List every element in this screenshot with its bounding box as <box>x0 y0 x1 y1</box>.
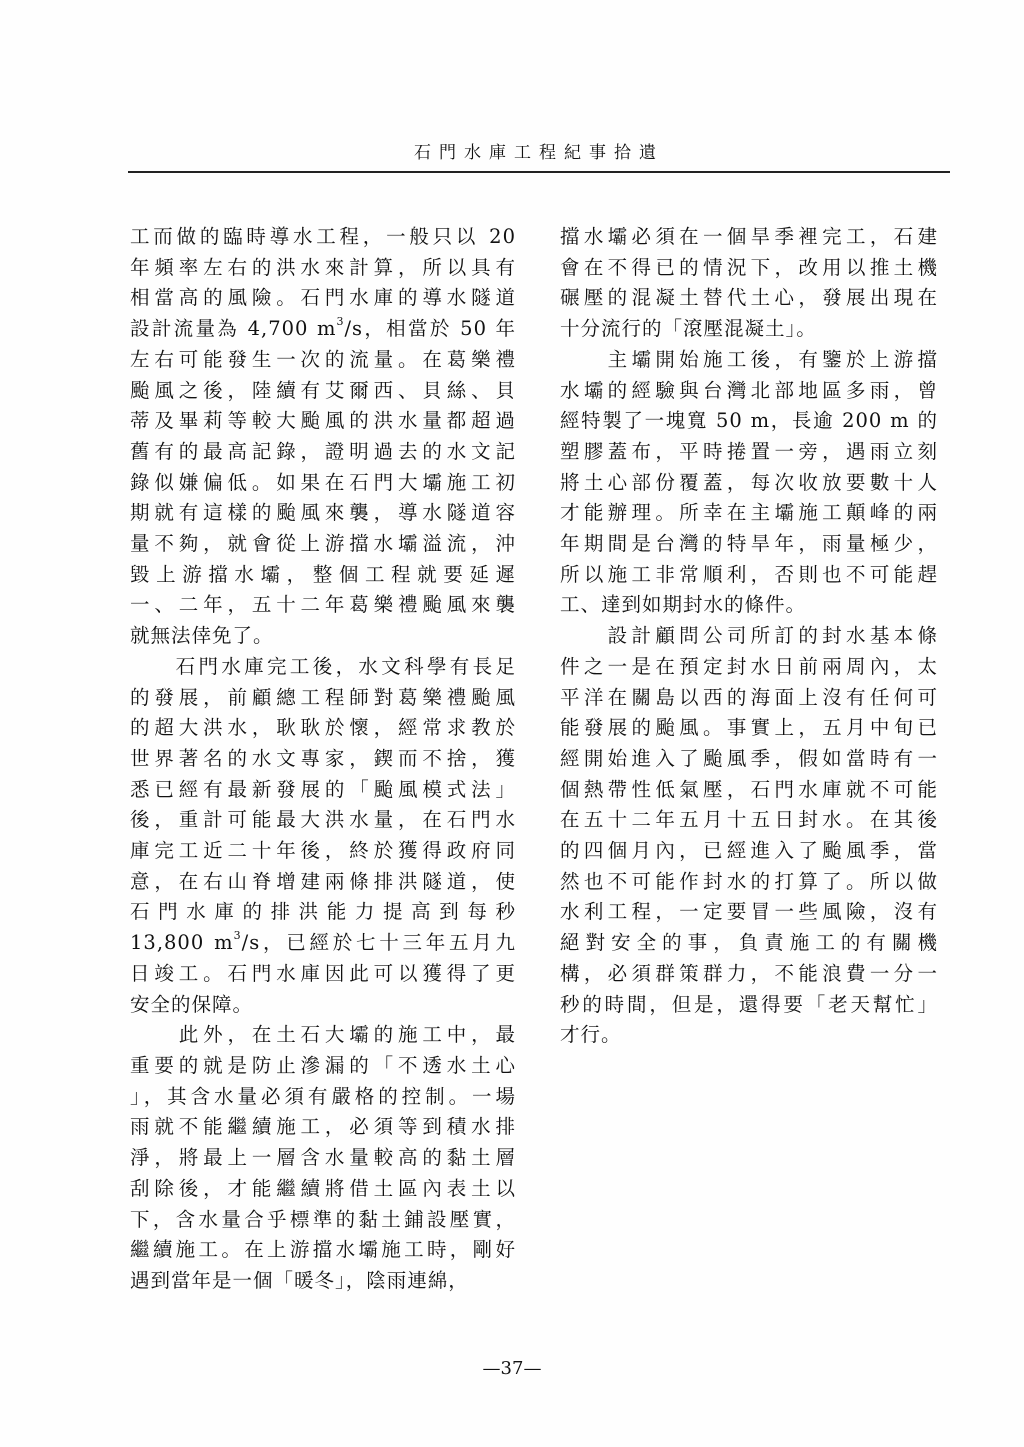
left-column-line: 颱風之後，陸續有艾爾西、貝絲、貝 <box>130 378 516 402</box>
left-column-line: 蒂及畢莉等較大颱風的洪水量都超過 <box>130 409 516 433</box>
left-column-line: 意，在右山脊增建兩條排洪隧道，使 <box>130 869 516 893</box>
right-column-line: 所以施工非常順利，否則也不可能趕 <box>560 562 938 586</box>
left-column-line: 設計流量為 4,700 $m^3/s$，相當於 50 年 <box>130 315 516 341</box>
left-column-line: 毀上游擋水壩，整個工程就要延遲 <box>130 562 516 586</box>
left-column-line: 一、二年，五十二年葛樂禮颱風來襲 <box>130 593 516 617</box>
left-column-line: 錄似嫌偏低。如果在石門大壩施工初 <box>130 470 516 494</box>
right-column-line: 個熱帶性低氣壓，石門水庫就不可能 <box>560 777 938 801</box>
left-column-line: 遇到當年是一個「暖冬」，陰雨連綿， <box>130 1268 469 1292</box>
left-column-line: 下，含水量合乎標準的黏土鋪設壓實， <box>130 1207 516 1231</box>
left-column-line: 年頻率左右的洪水來計算，所以具有 <box>130 255 516 279</box>
left-column-line: 左右可能發生一次的流量。在葛樂禮 <box>130 347 516 371</box>
left-text-column <box>130 222 516 1297</box>
left-column-line: 淨，將最上一層含水量較高的黏土層 <box>130 1146 516 1170</box>
right-column-line: 將土心部份覆蓋，每次收放要數十人 <box>560 470 938 494</box>
left-column-line: 日竣工。石門水庫因此可以獲得了更 <box>130 961 516 985</box>
right-column-line: 的四個月內，已經進入了颱風季，當 <box>560 839 938 863</box>
right-column-line: 才行。 <box>560 1023 622 1047</box>
right-text-column <box>560 222 938 1051</box>
left-column-line: 13,800 $m^3/s$，已經於七十三年五月九 <box>130 929 516 955</box>
left-column-line: 世界著名的水文專家，鍥而不捨，獲 <box>130 746 516 770</box>
left-column-line: 安全的保障。 <box>130 992 254 1016</box>
right-column-line: 構，必須群策群力，不能浪費一分一 <box>560 961 938 985</box>
left-column-line: 庫完工近二十年後，終於獲得政府同 <box>130 839 516 863</box>
right-column-line: 經特製了一塊寬 50 m，長逾 200 m 的 <box>560 409 938 433</box>
right-column-line: 件之一是在預定封水日前兩周內，太 <box>560 654 938 678</box>
left-column-line: 」，其含水量必須有嚴格的控制。一場 <box>130 1084 516 1108</box>
left-column-line: 相當高的風險。石門水庫的導水隧道 <box>130 286 516 310</box>
left-column-line: 後，重計可能最大洪水量，在石門水 <box>130 808 516 832</box>
right-column-line: 經開始進入了颱風季，假如當時有一 <box>560 746 938 770</box>
left-column-line: 刮除後，才能繼續將借土區內表土以 <box>130 1176 516 1200</box>
left-column-line: 舊有的最高記錄，證明過去的水文記 <box>130 439 516 463</box>
left-column-line: 的發展，前顧總工程師對葛樂禮颱風 <box>130 685 516 709</box>
left-column-line: 期就有這樣的颱風來襲，導水隧道容 <box>130 501 516 525</box>
right-column-line: 碾壓的混凝土替代土心，發展出現在 <box>560 286 938 310</box>
right-column-line: 會在不得已的情況下，改用以推土機 <box>560 255 938 279</box>
left-column-line: 量不夠，就會從上游擋水壩溢流，沖 <box>130 532 516 556</box>
right-column-line: 平洋在關島以西的海面上沒有任何可 <box>560 685 938 709</box>
left-column-line: 工而做的臨時導水工程，一般只以 20 <box>130 225 516 248</box>
page-number: —37— <box>482 1358 542 1379</box>
left-column-line: 石門水庫的排洪能力提高到每秒 <box>130 900 516 924</box>
right-column-line: 能發展的颱風。事實上，五月中旬已 <box>560 716 938 740</box>
left-column-line: 繼續施工。在上游擋水壩施工時，剛好 <box>130 1238 516 1262</box>
right-column-line: 塑膠蓋布，平時捲置一旁，遇雨立刻 <box>560 439 938 463</box>
right-column-line: 才能辦理。所幸在主壩施工顛峰的兩 <box>560 501 938 525</box>
right-column-line: 然也不可能作封水的打算了。所以做 <box>560 869 938 893</box>
left-column-line: 重要的就是防止滲漏的「不透水土心 <box>130 1053 516 1077</box>
running-header: 石門水庫工程紀事拾遺 <box>414 143 664 163</box>
right-column-line: 水利工程，一定要冒一些風險，沒有 <box>560 900 938 924</box>
right-column-line: 年期間是台灣的特旱年，雨量極少， <box>560 532 938 556</box>
left-column-line: 悉已經有最新發展的「颱風模式法」 <box>130 777 516 801</box>
left-column-line: 的超大洪水，耿耿於懷，經常求教於 <box>130 716 516 740</box>
right-column-line: 工、達到如期封水的條件。 <box>560 593 807 617</box>
left-column-line: 就無法倖免了。 <box>130 624 274 648</box>
right-column-line: 秒的時間，但是，還得要「老天幫忙」 <box>560 992 938 1016</box>
left-column-line: 此外，在土石大壩的施工中，最 <box>130 1023 516 1047</box>
left-column-line: 石門水庫完工後，水文科學有長足 <box>130 654 516 678</box>
right-column-line: 主壩開始施工後，有鑒於上游擋 <box>560 347 938 371</box>
right-column-line: 絕對安全的事，負責施工的有關機 <box>560 931 938 955</box>
left-column-line: 雨就不能繼續施工，必須等到積水排 <box>130 1115 516 1139</box>
right-column-line: 擋水壩必須在一個旱季裡完工，石建 <box>560 225 938 248</box>
right-column-line: 設計顧問公司所訂的封水基本條 <box>560 624 938 648</box>
header-rule <box>128 171 950 173</box>
right-column-line: 水壩的經驗與台灣北部地區多雨，曾 <box>560 378 938 402</box>
right-column-line: 在五十二年五月十五日封水。在其後 <box>560 808 938 832</box>
right-column-line: 十分流行的「滾壓混凝土」。 <box>560 317 817 341</box>
